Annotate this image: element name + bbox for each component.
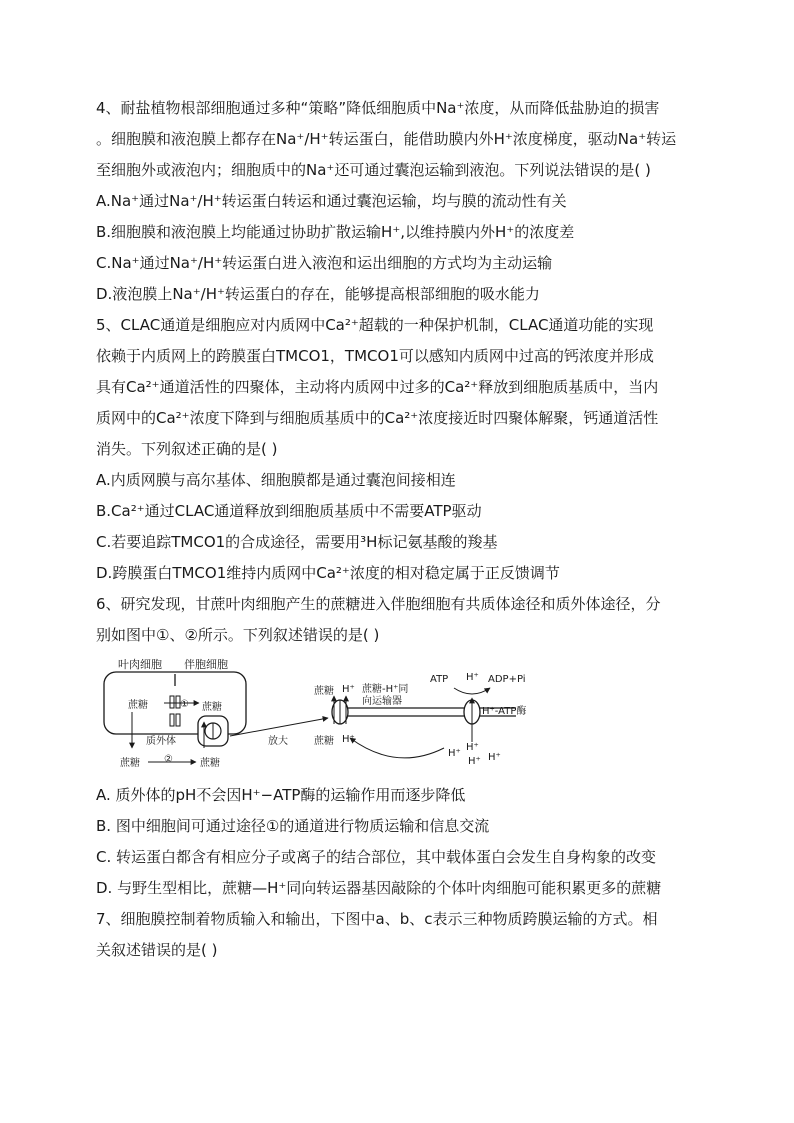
q7-stem-line-2: 关叙述错误的是( ) [96, 941, 218, 959]
q5-stem-line-3: 具有Ca²⁺通道活性的四聚体，主动将内质网中过多的Ca²⁺释放到细胞质基质中，当内 [96, 378, 659, 396]
q5-option-c: C.若要追踪TMCO1的合成途径，需要用³H标记氨基酸的羧基 [96, 533, 498, 551]
q4-option-d: D.液泡膜上Na⁺/H⁺转运蛋白的存在，能够提高根部细胞的吸水能力 [96, 285, 540, 303]
q6-option-d: D. 与野生型相比，蔗糖—H⁺同向转运器基因敲除的个体叶肉细胞可能积累更多的蔗糖 [96, 879, 662, 897]
path-2-label: ② [164, 754, 173, 765]
cotransporter-label-1: 蔗糖-H⁺同 [362, 684, 409, 695]
atpase-label: H⁺-ATP酶 [482, 706, 527, 717]
h-plus-atpase-top: H⁺ [466, 672, 479, 683]
cotransporter-label-2: 向运输器 [362, 696, 402, 707]
sucrose-transport-diagram [96, 652, 556, 778]
q7-stem-line-1: 7、细胞膜控制着物质输入和输出，下图中a、b、c表示三种物质跨膜运输的方式。相 [96, 910, 658, 928]
h-plus-cloud-1: H⁺ [448, 748, 461, 759]
h-plus-cotransport-top: H⁺ [342, 684, 355, 695]
h-plus-cloud-2: H⁺ [466, 742, 479, 753]
q6-option-c: C. 转运蛋白都含有相应分子或离子的结合部位，其中载体蛋白会发生自身构象的改变 [96, 848, 657, 866]
q5-stem-line-4: 质网中的Ca²⁺浓度下降到与细胞质基质中的Ca²⁺浓度接近时四聚体解聚，钙通道活性 [96, 409, 659, 427]
sucrose-label-right: 蔗糖 [202, 702, 222, 713]
q4-stem-line-1: 4、耐盐植物根部细胞通过多种“策略”降低细胞质中Na⁺浓度，从而降低盐胁迫的损害 [96, 99, 660, 117]
enlarge-label: 放大 [268, 736, 288, 747]
q4-stem-line-2: 。细胞膜和液泡膜上都存在Na⁺/H⁺转运蛋白，能借助膜内外H⁺浓度梯度，驱动Na⁺转运 [96, 130, 677, 148]
mesophyll-cell-label: 叶肉细胞 [118, 658, 162, 671]
q5-option-b: B.Ca²⁺通过CLAC通道释放到细胞质基质中不需要ATP驱动 [96, 502, 482, 520]
sucrose-label-left: 蔗糖 [128, 700, 148, 711]
sucrose-label-bottom-left: 蔗糖 [120, 758, 140, 769]
sucrose-label-bottom-right: 蔗糖 [200, 758, 220, 769]
sucrose-label-cotransport-top: 蔗糖 [314, 686, 334, 697]
h-plus-cloud-3: H⁺ [468, 756, 481, 767]
apoplast-label: 质外体 [146, 736, 176, 747]
q4-option-b: B.细胞膜和液泡膜上均能通过协助扩散运输H⁺,以维持膜内外H⁺的浓度差 [96, 223, 575, 241]
q5-stem-line-5: 消失。下列叙述正确的是( ) [96, 440, 278, 458]
companion-cell-label: 伴胞细胞 [184, 658, 228, 671]
sucrose-label-cotransport-bottom: 蔗糖 [314, 736, 334, 747]
q5-option-d: D.跨膜蛋白TMCO1维持内质网中Ca²⁺浓度的相对稳定属于正反馈调节 [96, 564, 560, 582]
q4-option-a: A.Na⁺通过Na⁺/H⁺转运蛋白转运和通过囊泡运输，均与膜的流动性有关 [96, 192, 567, 210]
q4-stem-line-3: 至细胞外或液泡内；细胞质中的Na⁺还可通过囊泡运输到液泡。下列说法错误的是( ) [96, 161, 651, 179]
q5-option-a: A.内质网膜与高尔基体、细胞膜都是通过囊泡间接相连 [96, 471, 456, 489]
q5-stem-line-1: 5、CLAC通道是细胞应对内质网中Ca²⁺超载的一种保护机制，CLAC通道功能的实现 [96, 316, 654, 334]
h-plus-cotransport-bottom: H⁺ [342, 734, 355, 745]
q6-option-b: B. 图中细胞间可通过途径①的通道进行物质运输和信息交流 [96, 817, 490, 835]
atp-label: ATP [430, 674, 449, 685]
q6-stem-line-1: 6、研究发现，甘蔗叶肉细胞产生的蔗糖进入伴胞细胞有共质体途径和质外体途径，分 [96, 595, 661, 613]
h-plus-cloud-4: H⁺ [488, 752, 501, 763]
path-1-label: ① [180, 699, 189, 710]
q6-stem-line-2: 别如图中①、②所示。下列叙述错误的是( ) [96, 626, 380, 644]
adp-pi-label: ADP+Pi [488, 674, 526, 685]
q6-option-a: A. 质外体的pH不会因H⁺−ATP酶的运输作用而逐步降低 [96, 786, 466, 804]
q5-stem-line-2: 依赖于内质网上的跨膜蛋白TMCO1，TMCO1可以感知内质网中过高的钙浓度并形成 [96, 347, 654, 365]
q4-option-c: C.Na⁺通过Na⁺/H⁺转运蛋白进入液泡和运出细胞的方式均为主动运输 [96, 254, 553, 272]
